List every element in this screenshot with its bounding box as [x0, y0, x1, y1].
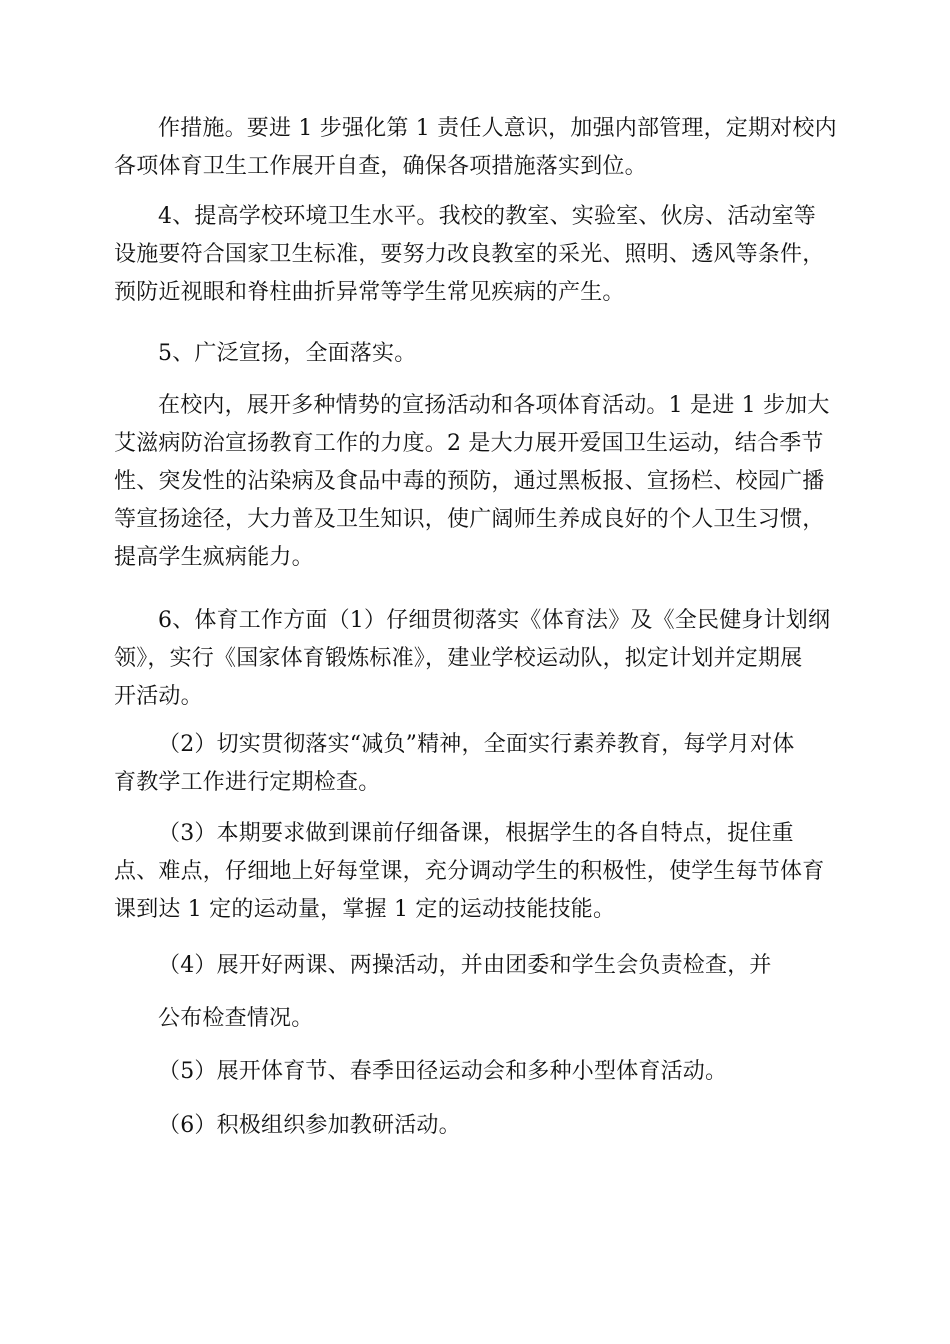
text-line: 在校内，展开多种情势的宣扬活动和各项体育活动。1 是进 1 步加大 — [158, 393, 830, 418]
text-line: （6）积极组织参加教研活动。 — [158, 1113, 461, 1138]
text-line: 课到达 1 定的运动量，掌握 1 定的运动技能技能。 — [114, 897, 616, 922]
paragraph-sports-work — [114, 602, 836, 716]
text-line: 6、体育工作方面（1）仔细贯彻落实《体育法》及《全民健身计划纲 — [158, 608, 831, 633]
text-line: 公布检查情况。 — [158, 1006, 314, 1031]
paragraph-item-4-continued — [114, 1000, 836, 1038]
text-line: 育教学工作进行定期检查。 — [114, 770, 381, 795]
text-line: 提高学生疯病能力。 — [114, 545, 314, 570]
text-line: 预防近视眼和脊柱曲折异常等学生常见疾病的产生。 — [114, 280, 625, 305]
text-line: 5、广泛宣扬，全面落实。 — [158, 341, 417, 366]
paragraph-item-4 — [114, 947, 836, 985]
paragraph-item-3 — [114, 815, 836, 929]
text-line: 领》，实行《国家体育锻炼标准》，建业学校运动队，拟定计划并定期展 — [114, 646, 803, 671]
paragraph-environment-hygiene — [114, 198, 836, 312]
text-line: （4）展开好两课、两操活动，并由团委和学生会负责检查，并 — [158, 953, 772, 978]
paragraph-item-5 — [114, 1053, 836, 1091]
text-line: 等宣扬途径，大力普及卫生知识，使广阔师生养成良好的个人卫生习惯， — [114, 507, 825, 532]
text-line: （3）本期要求做到课前仔细备课，根据学生的各自特点，捉住重 — [158, 821, 794, 846]
text-line: 艾滋病防治宣扬教育工作的力度。2 是大力展开爱国卫生运动，结合季节 — [114, 431, 824, 456]
paragraph-publicity-heading — [114, 335, 836, 373]
text-line: 4、提高学校环境卫生水平。我校的教室、实验室、伙房、活动室等 — [158, 204, 816, 229]
paragraph-work-measures — [114, 110, 836, 186]
text-line: 性、突发性的沾染病及食品中毒的预防，通过黑板报、宣扬栏、校园广播 — [114, 469, 825, 494]
paragraph-campus-activities — [114, 387, 836, 577]
text-line: 作措施。要进 1 步强化第 1 责任人意识，加强内部管理，定期对校内 — [158, 116, 837, 141]
paragraph-item-2 — [114, 726, 836, 802]
text-line: 开活动。 — [114, 684, 203, 709]
text-line: （2）切实贯彻落实“减负”精神，全面实行素养教育，每学月对体 — [158, 732, 795, 757]
text-line: 各项体育卫生工作展开自查，确保各项措施落实到位。 — [114, 154, 647, 179]
text-line: 点、难点，仔细地上好每堂课，充分调动学生的积极性，使学生每节体育 — [114, 859, 825, 884]
paragraph-item-6 — [114, 1107, 836, 1145]
text-line: （5）展开体育节、春季田径运动会和多种小型体育活动。 — [158, 1059, 728, 1084]
text-line: 设施要符合国家卫生标准，要努力改良教室的采光、照明、透风等条件， — [114, 242, 825, 267]
